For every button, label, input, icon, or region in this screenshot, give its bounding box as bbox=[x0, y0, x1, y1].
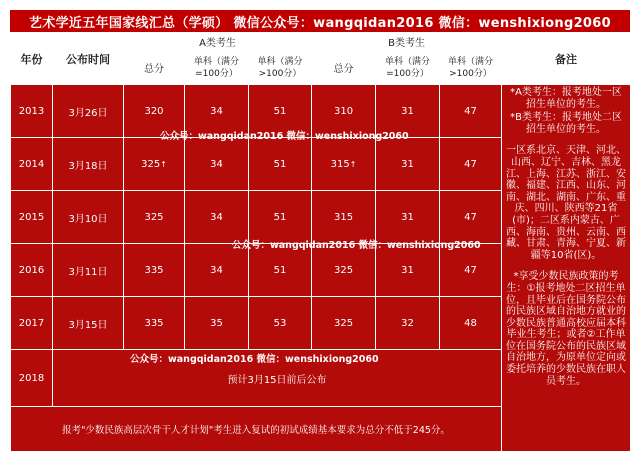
cell-b-single-le: 31 bbox=[376, 191, 440, 244]
b-total-value: 315 bbox=[330, 158, 350, 170]
watermark: 公众号：wangqidan2016 微信：wenshixiong2060 bbox=[232, 240, 481, 251]
cell-date: 3月26日 bbox=[53, 85, 124, 138]
header-group-b: B类考生 bbox=[312, 33, 502, 51]
cell-b-total: 325 bbox=[312, 297, 376, 350]
header-b-single-gt: 单科（满分>100分） bbox=[440, 51, 502, 85]
note-regions: 一区系北京、天津、河北、山西、辽宁、吉林、黑龙江、上海、江苏、浙江、安徽、福建、江西、山东、河南、湖北、湖南、广东、重庆、四川、陕西等21省(市)；二区系内蒙古、广西、海南、贵州、云南、西藏、甘肃、青海、宁夏、新疆等10省(区)。 bbox=[506, 145, 627, 261]
watermark: 公众号：wangqidan2016 微信：wenshixiong2060 bbox=[160, 131, 409, 142]
cell-a-single-gt: 51 bbox=[249, 244, 312, 297]
cell-year: 2013 bbox=[11, 85, 53, 138]
footer-note: 报考"少数民族高层次骨干人才计划"考生进入复试的初试成绩基本要求为总分不低于245分。 bbox=[11, 407, 502, 452]
up-arrow-icon: ↑ bbox=[160, 159, 167, 169]
cell-a-total: 320 bbox=[124, 85, 185, 138]
cell-b-single-gt: 47 bbox=[440, 244, 502, 297]
cell-year: 2017 bbox=[11, 297, 53, 350]
cell-date: 3月11日 bbox=[53, 244, 124, 297]
table-title: 艺术学近五年国家线汇总（学硕） 微信公众号：wangqidan2016 微信：wenshixiong2060 bbox=[10, 10, 630, 32]
cell-date: 3月15日 bbox=[53, 297, 124, 350]
cell-b-single-gt: 47 bbox=[440, 138, 502, 191]
cell-a-single-gt: 53 bbox=[249, 297, 312, 350]
cell-year: 2014 bbox=[11, 138, 53, 191]
header-note: 备注 bbox=[502, 33, 631, 85]
note-b-definition: *B类考生：报考地处二区招生单位的考生。 bbox=[510, 112, 622, 135]
cell-a-total: 335 bbox=[124, 297, 185, 350]
cell-year: 2018 bbox=[11, 350, 53, 407]
cell-a-single-le: 34 bbox=[185, 244, 249, 297]
cell-b-single-le: 31 bbox=[376, 138, 440, 191]
cell-b-single-gt: 47 bbox=[440, 85, 502, 138]
cell-b-single-le: 32 bbox=[376, 297, 440, 350]
cell-a-single-gt: 51 bbox=[249, 85, 312, 138]
watermark: 公众号：wangqidan2016 微信：wenshixiong2060 bbox=[130, 354, 379, 365]
cell-date: 3月18日 bbox=[53, 138, 124, 191]
cell-b-total: 310 bbox=[312, 85, 376, 138]
cell-b-single-le: 31 bbox=[376, 85, 440, 138]
score-table bbox=[10, 32, 631, 452]
cell-2018-pending: 预计3月15日前后公布 bbox=[53, 350, 502, 407]
cell-b-single-le: 31 bbox=[376, 244, 440, 297]
cell-a-single-gt: 51 bbox=[249, 138, 312, 191]
cell-b-total: 325 bbox=[312, 244, 376, 297]
header-b-total: 总分 bbox=[312, 51, 376, 85]
header-date: 公布时间 bbox=[53, 33, 124, 85]
cell-date: 3月10日 bbox=[53, 191, 124, 244]
header-a-single-gt: 单科（满分>100分） bbox=[249, 51, 312, 85]
up-arrow-icon: ↑ bbox=[349, 159, 357, 169]
note-a-definition: *A类考生：报考地处一区招生单位的考生。 bbox=[510, 87, 622, 110]
cell-a-single-gt: 51 bbox=[249, 191, 312, 244]
cell-b-single-gt: 48 bbox=[440, 297, 502, 350]
cell-a-single-le: 34 bbox=[185, 85, 249, 138]
a-total-value: 325 bbox=[141, 158, 161, 170]
note-minority-policy: *享受少数民族政策的考生：①报考地处二区招生单位，且毕业后在国务院公布的民族区域自治地方就业的少数民族普通高校应届本科毕业生考生；或者②工作单位在国务院公布的民族区域自治地方，为原单位定向或委托培养的少数民族在职人员考生。 bbox=[506, 271, 627, 387]
notes-cell bbox=[502, 85, 631, 452]
cell-b-total bbox=[312, 138, 376, 191]
header-b-single-le: 单科（满分=100分） bbox=[376, 51, 440, 85]
header-a-single-le: 单科（满分=100分） bbox=[185, 51, 249, 85]
header-a-total: 总分 bbox=[124, 51, 185, 85]
cell-a-total: 325 bbox=[124, 191, 185, 244]
header-group-a: A类考生 bbox=[124, 33, 312, 51]
cell-a-total bbox=[124, 138, 185, 191]
cell-a-total: 335 bbox=[124, 244, 185, 297]
cell-b-total: 315 bbox=[312, 191, 376, 244]
cell-a-single-le: 35 bbox=[185, 297, 249, 350]
cell-year: 2016 bbox=[11, 244, 53, 297]
table-row bbox=[11, 85, 631, 138]
cell-b-single-gt: 47 bbox=[440, 191, 502, 244]
cell-a-single-le: 34 bbox=[185, 138, 249, 191]
header-year: 年份 bbox=[11, 33, 53, 85]
cell-year: 2015 bbox=[11, 191, 53, 244]
cell-a-single-le: 34 bbox=[185, 191, 249, 244]
